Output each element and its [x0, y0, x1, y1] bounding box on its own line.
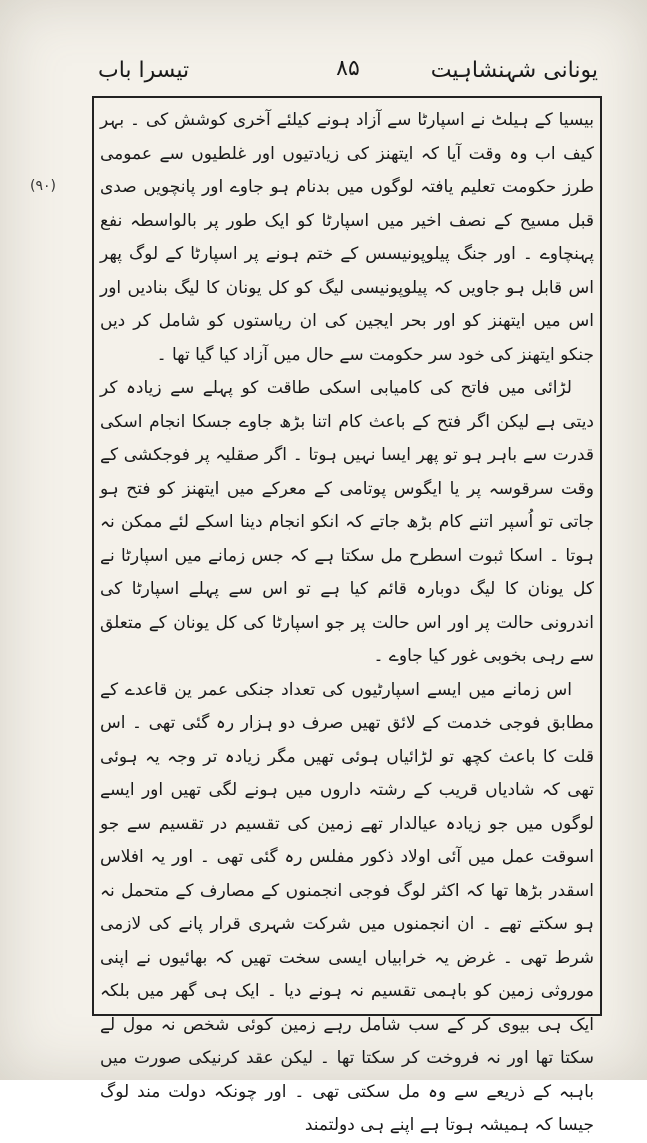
- page-number: ۸۵: [336, 56, 360, 81]
- body-text: [100, 104, 594, 1135]
- paragraph: لڑائی میں فاتح کی کامیابی اسکی طاقت کو پہلے سے زیادہ کر دیتی ہے لیکن اگر فتح کے باعث کام اتنا بڑھ جاوے جسکا انجام اسکی قدرت سے باہر ہو تو پھر ایسا نہیں ہوتا ۔ اگر صقلیہ پر فوجکشی کے وقت سرقوسہ پر یا ایگوس پوتامی کے معرکے میں ایتھنز کو فتح ہو جاتی تو اُسپر اتنے کام بڑھ جاتے کہ انکو انجام دینا اسکے لئے ممکن نہ ہوتا ۔ اسکا ثبوت اسطرح مل سکتا ہے کہ جس زمانے میں اسپارٹا نے کل یونان کا لیگ دوبارہ قائم کیا ہے تو اس سے پہلے اسپارٹا کی اندرونی حالت پر اور اس حالت پر جو اسپارٹا کی کل یونان کے متعلق سے رہی بخوبی غور کیا جاوے ۔: [100, 378, 594, 666]
- margin-note: (۹۰): [30, 178, 56, 194]
- paragraph: بیسیا کے ہیلٹ نے اسپارٹا سے آزاد ہونے کیلئے آخری کوشش کی ۔ بہر کیف اب وہ وقت آیا کہ ایتھنز کی زیادتیوں اور غلطیوں سے عمومی طرز حکومت تعلیم یافتہ لوگوں میں بدنام ہو جاوے اور پانچویں صدی قبل مسیح کے نصف اخیر میں اسپارٹا کو ایک طور پر بالواسطہ نفع پہنچاوے ۔ اور جنگ پیلوپونیسس کے ختم ہونے پر اسپارٹا کے لوگ پھر اس قابل ہو جاویں کہ پیلوپونیسی لیگ کو کل یونان کا لیگ بنادیں اور اس میں ایتھنز کو اور بحر ایجین کی ان ریاستوں کو شامل کر دیں جنکو ایتھنز کی خود سر حکومت سے حال میں آزاد کیا گیا تھا ۔: [100, 110, 594, 365]
- paragraph: اس زمانے میں ایسے اسپارٹیوں کی تعداد جنکی عمر ین قاعدے کے مطابق فوجی خدمت کے لائق تھیں صرف دو ہزار رہ گئی تھی ۔ اس قلت کا باعث کچھ تو لڑائیاں ہوئی تھیں مگر زیادہ تر وجہ یہ ہوئی تھی کہ شادیاں قریب کے رشتہ داروں میں ہونے لگی تھیں اور ایسے لوگوں میں جو زیادہ عیالدار تھے زمین کی تقسیم در تقسیم سے جو اسوقت عمل میں آئی اولاد ذکور مفلس رہ گئی تھی ۔ اور یہ افلاس اسقدر بڑھا تھا کہ اکثر لوگ فوجی انجمنوں کے مصارف کے متحمل نہ ہو سکتے تھے ۔ ان انجمنوں میں شرکت شہری قرار پانے کی لازمی شرط تھی ۔ غرض یہ خرابیاں ایسی سخت تھیں کہ بھائیوں نے اپنی موروثی زمین کو باہمی تقسیم نہ ہونے دیا ۔ ایک ہی گھر میں بلکہ ایک ہی بیوی کر کے سب شامل رہے زمین کوئی شخص نہ مول لے سکتا تھا اور نہ فروخت کر سکتا تھا ۔ لیکن عقد کرنیکی صورت میں باہبہ کے ذریعے سے وہ مل سکتی تھی ۔ اور چونکہ دولت مند لوگ جیسا کہ ہمیشہ ہوتا ہے اپنے ہی دولتمند: [100, 679, 594, 1135]
- chapter-title: تیسرا باب: [98, 58, 190, 83]
- book-title: یونانی شہنشاہیت: [430, 58, 598, 83]
- page-header: [98, 52, 598, 92]
